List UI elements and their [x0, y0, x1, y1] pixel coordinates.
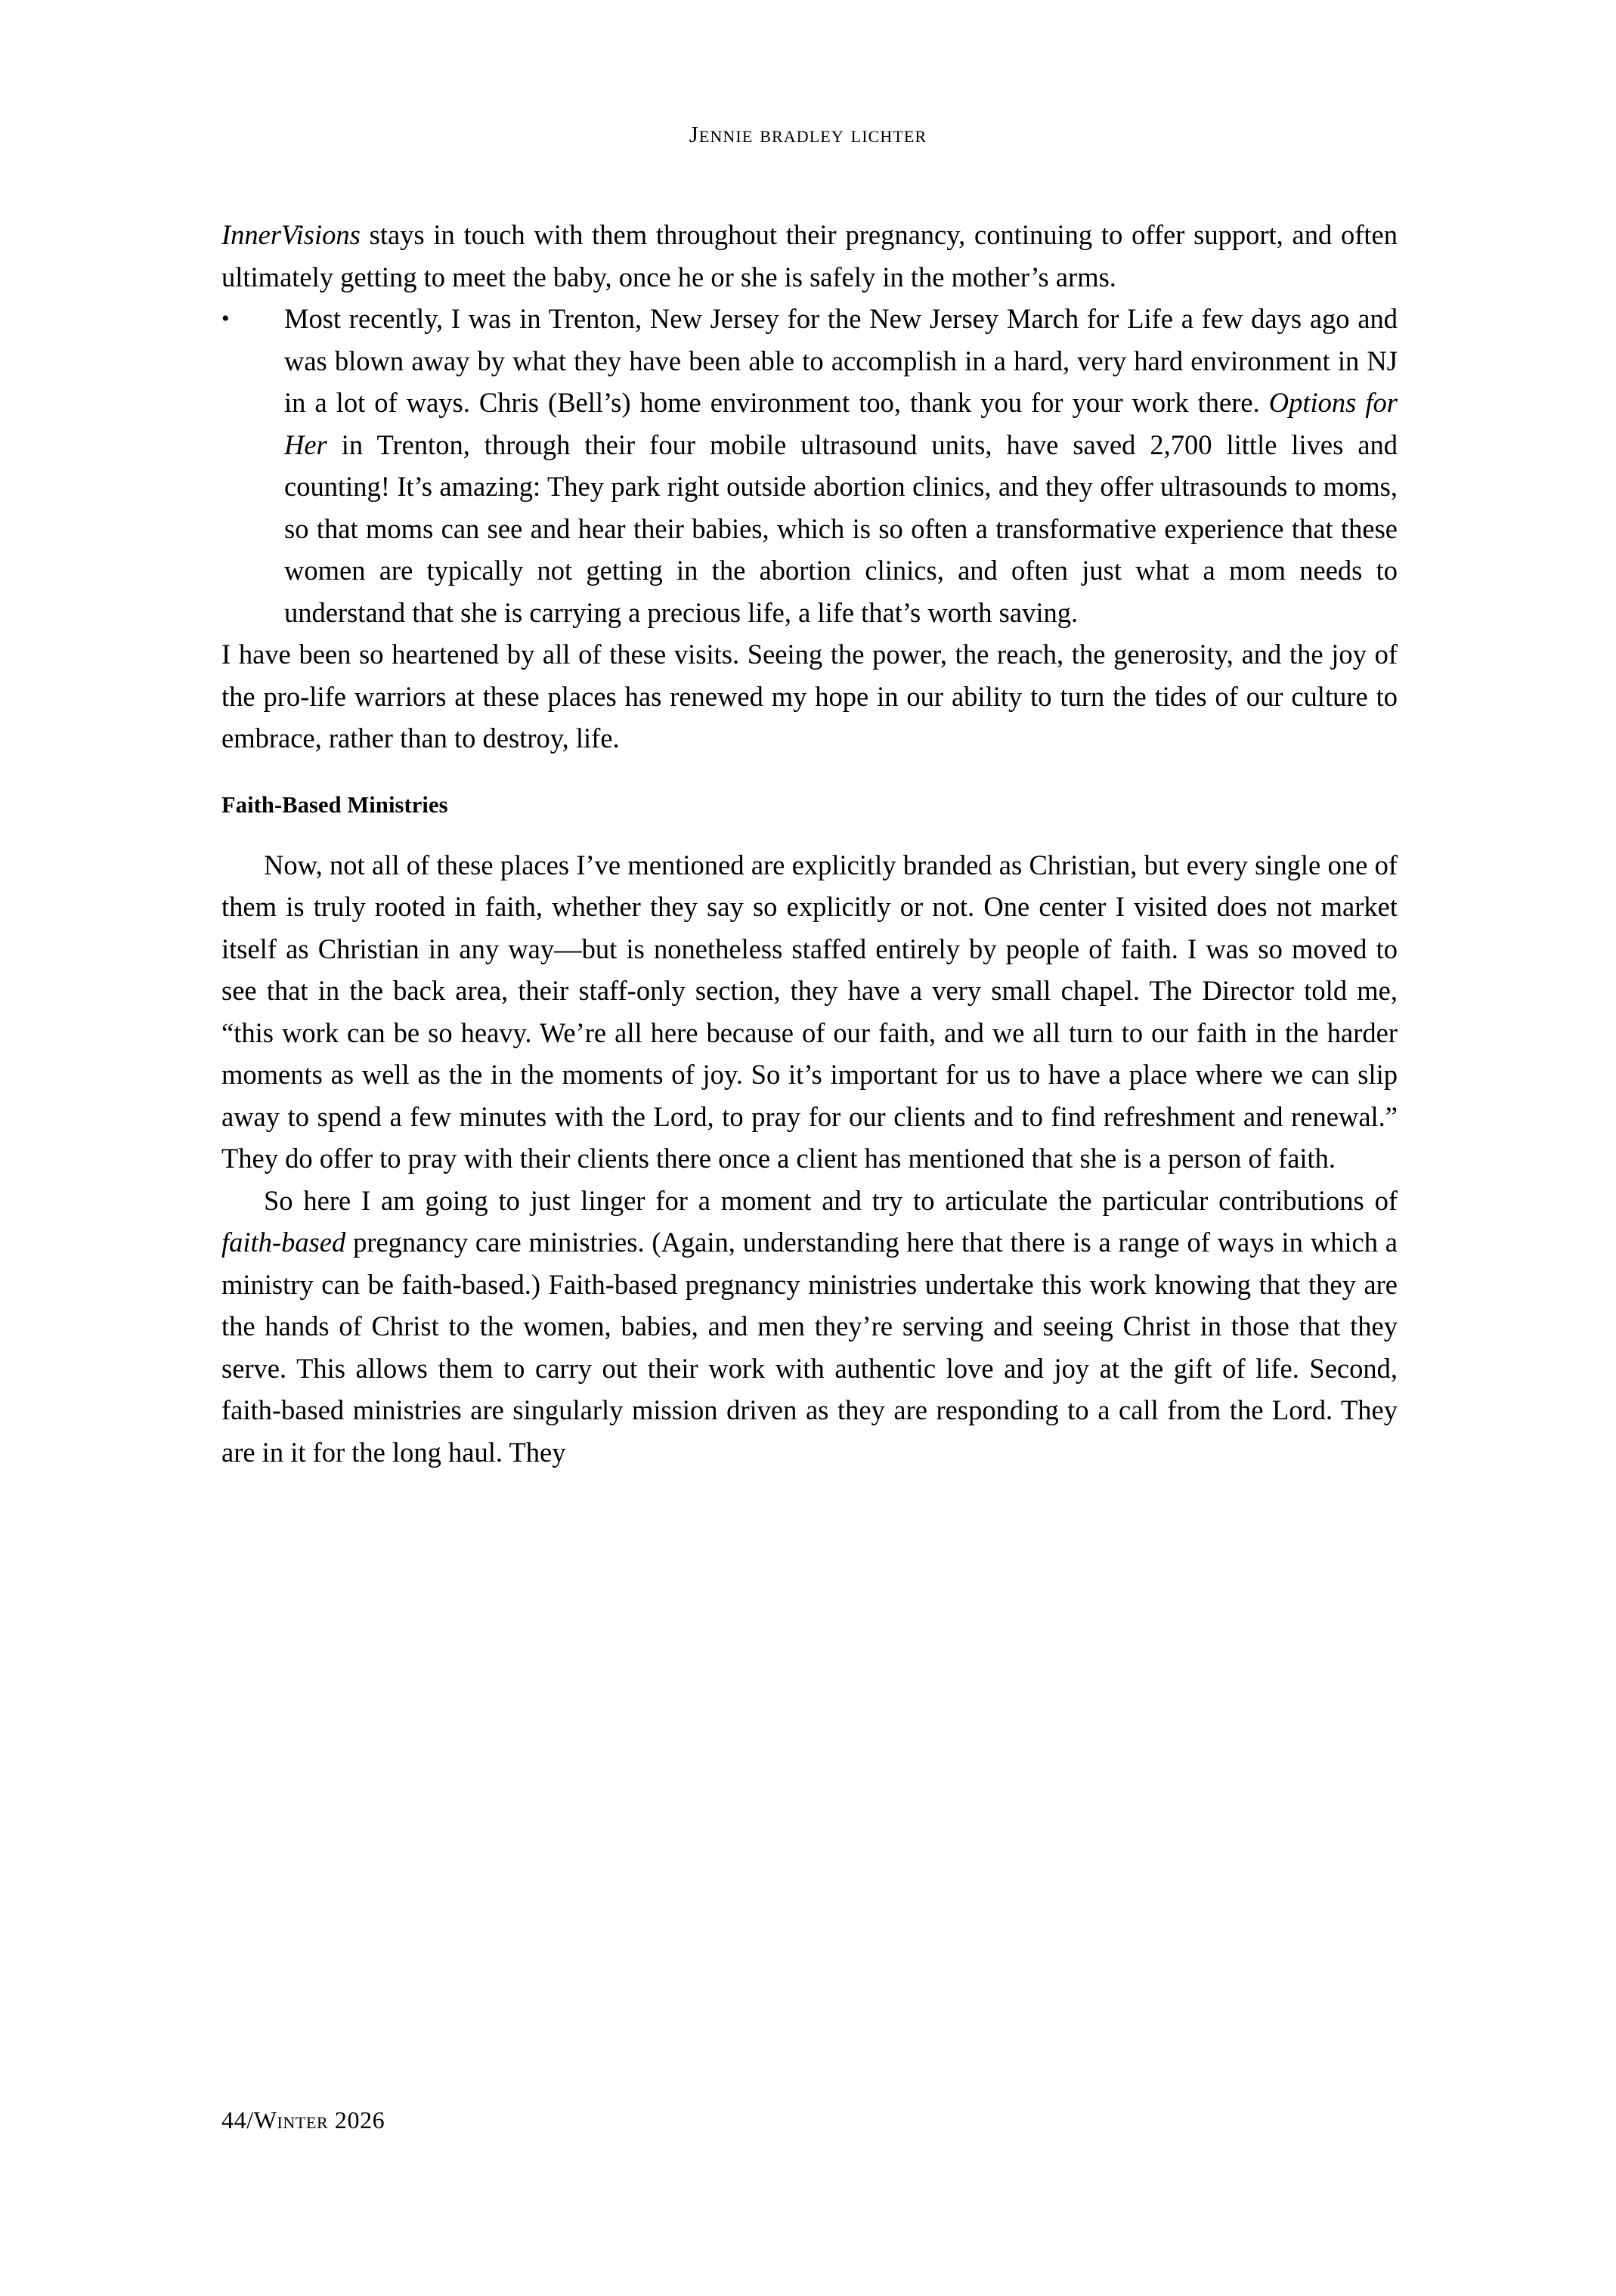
running-head: Jennie bradley lichter	[689, 121, 927, 147]
folio-issue: Winter 2026	[253, 2106, 385, 2134]
bullet-text-part1: Most recently, I was in Trenton, New Jersey for the New Jersey March for Life a few days ago and was blown away by what they have been able to accomplish in a hard, very hard environment in NJ in a lot of ways. Chris (Bell’s) home environment too, thank you for your work there.	[284, 303, 1398, 418]
italic-org-options-for-her: Options for Her	[284, 387, 1398, 460]
continued-paragraph-rest: stays in touch with them throughout their pregnancy, continuing to offer support, and often ultimately getting to meet the baby, once he or she is safely in the mother’s arms.	[221, 219, 1398, 292]
paragraph-part2: pregnancy care ministries. (Again, understanding here that there is a range of ways in which a ministry can be faith-based.) Faith-based pregnancy ministries undertake this work knowing that they are the hands of Christ to the women, babies, and men they’re serving and seeing Christ in those that they serve. This allows them to carry out their work with authentic love and joy at the gift of life. Second, faith-based ministries are singularly mission driven as they are responding to a call from the Lord. They are in it for the long haul. They	[221, 1227, 1398, 1468]
paragraph-part1: So here I am going to just linger for a moment and try to articulate the particular contributions of	[264, 1184, 1398, 1216]
bullet-text-part2: in Trenton, through their four mobile ultrasound units, have saved 2,700 little lives and counting! It’s amazing: They park right outside abortion clinics, and they offer ultrasounds to moms, so that moms can see and hear their babies, which is so often a transformative experience that these women are typically not getting in the abortion clinics, and often just what a mom needs to understand that she is carrying a precious life, a life that’s worth saving.	[284, 429, 1398, 628]
section-heading-faith-based-ministries: Faith-Based Ministries	[221, 791, 448, 818]
spacer-after-heading	[221, 822, 1398, 844]
spacer-before-heading	[221, 760, 1398, 788]
closing-paragraph: I have been so heartened by all of these visits. Seeing the power, the reach, the generosity, and the joy of the pro-life warriors at these places has renewed my hope in our ability to turn the tides of our culture to embrace, rather than to destroy, life.	[221, 639, 1398, 753]
folio	[221, 2106, 385, 2134]
folio-page-number: 44	[221, 2106, 247, 2134]
list-item	[221, 298, 1398, 633]
text-column	[221, 214, 1398, 1473]
italic-org-innervisions: InnerVisions	[221, 219, 361, 250]
folio-separator: /	[246, 2106, 254, 2134]
paragraph-christian-branding: Now, not all of these places I’ve mentioned are explicitly branded as Christian, but every single one of them is truly rooted in faith, whether they say so explicitly or not. One center I visited does not market itself as Christian in any way—but is nonetheless staffed entirely by people of faith. I was so moved to see that in the back area, their staff-only section, they have a very small chapel. The Director told me, “this work can be so heavy. We’re all here because of our faith, and we all turn to our faith in the harder moments as well as the in the moments of joy. So it’s important for us to have a place where we can slip away to spend a few minutes with the Lord, to pray for our clients and to find refreshment and renewal.” They do offer to pray with their clients there once a client has mentioned that she is a person of faith.	[221, 849, 1398, 1174]
bullet-marker-icon: •	[221, 306, 230, 331]
continued-paragraph	[221, 214, 1398, 298]
bullet-list	[221, 298, 1398, 633]
italic-term-faith-based: faith-based	[221, 1227, 346, 1258]
paragraph-faith-based-contributions	[221, 1180, 1398, 1474]
